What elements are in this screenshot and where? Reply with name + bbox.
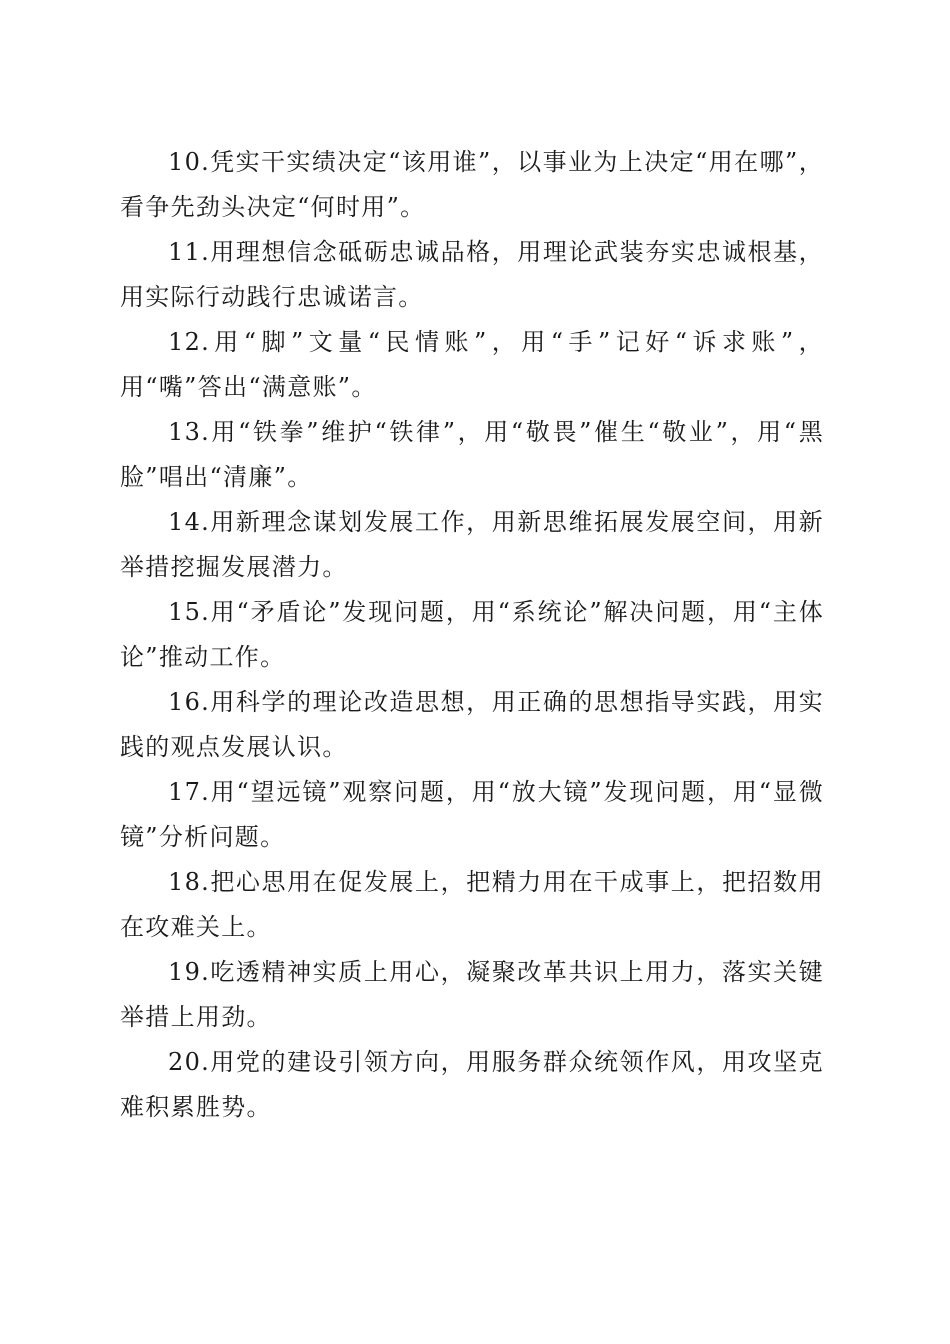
- document-body: [120, 140, 824, 1130]
- paragraph-11: 11.用理想信念砥砺忠诚品格，用理论武装夯实忠诚根基，用实际行动践行忠诚诺言。: [120, 238, 824, 311]
- paragraph-17: 17.用“望远镜”观察问题，用“放大镜”发现问题，用“显微镜”分析问题。: [120, 778, 824, 851]
- paragraph-16: 16.用科学的理论改造思想，用正确的思想指导实践，用实践的观点发展认识。: [120, 688, 824, 761]
- paragraph-12: 12.用“脚”文量“民情账”，用“手”记好“诉求账”，用“嘴”答出“满意账”。: [120, 328, 824, 401]
- paragraph-15: 15.用“矛盾论”发现问题，用“系统论”解决问题，用“主体论”推动工作。: [120, 598, 824, 671]
- paragraph-18: 18.把心思用在促发展上，把精力用在干成事上，把招数用在攻难关上。: [120, 868, 824, 941]
- paragraph-13: 13.用“铁拳”维护“铁律”，用“敬畏”催生“敬业”，用“黑脸”唱出“清廉”。: [120, 418, 824, 491]
- paragraph-19: 19.吃透精神实质上用心，凝聚改革共识上用力，落实关键举措上用劲。: [120, 958, 824, 1031]
- paragraph-14: 14.用新理念谋划发展工作，用新思维拓展发展空间，用新举措挖掘发展潜力。: [120, 508, 824, 581]
- paragraph-20: 20.用党的建设引领方向，用服务群众统领作风，用攻坚克难积累胜势。: [120, 1048, 824, 1121]
- paragraph-10: 10.凭实干实绩决定“该用谁”，以事业为上决定“用在哪”，看争先劲头决定“何时用”。: [120, 148, 824, 221]
